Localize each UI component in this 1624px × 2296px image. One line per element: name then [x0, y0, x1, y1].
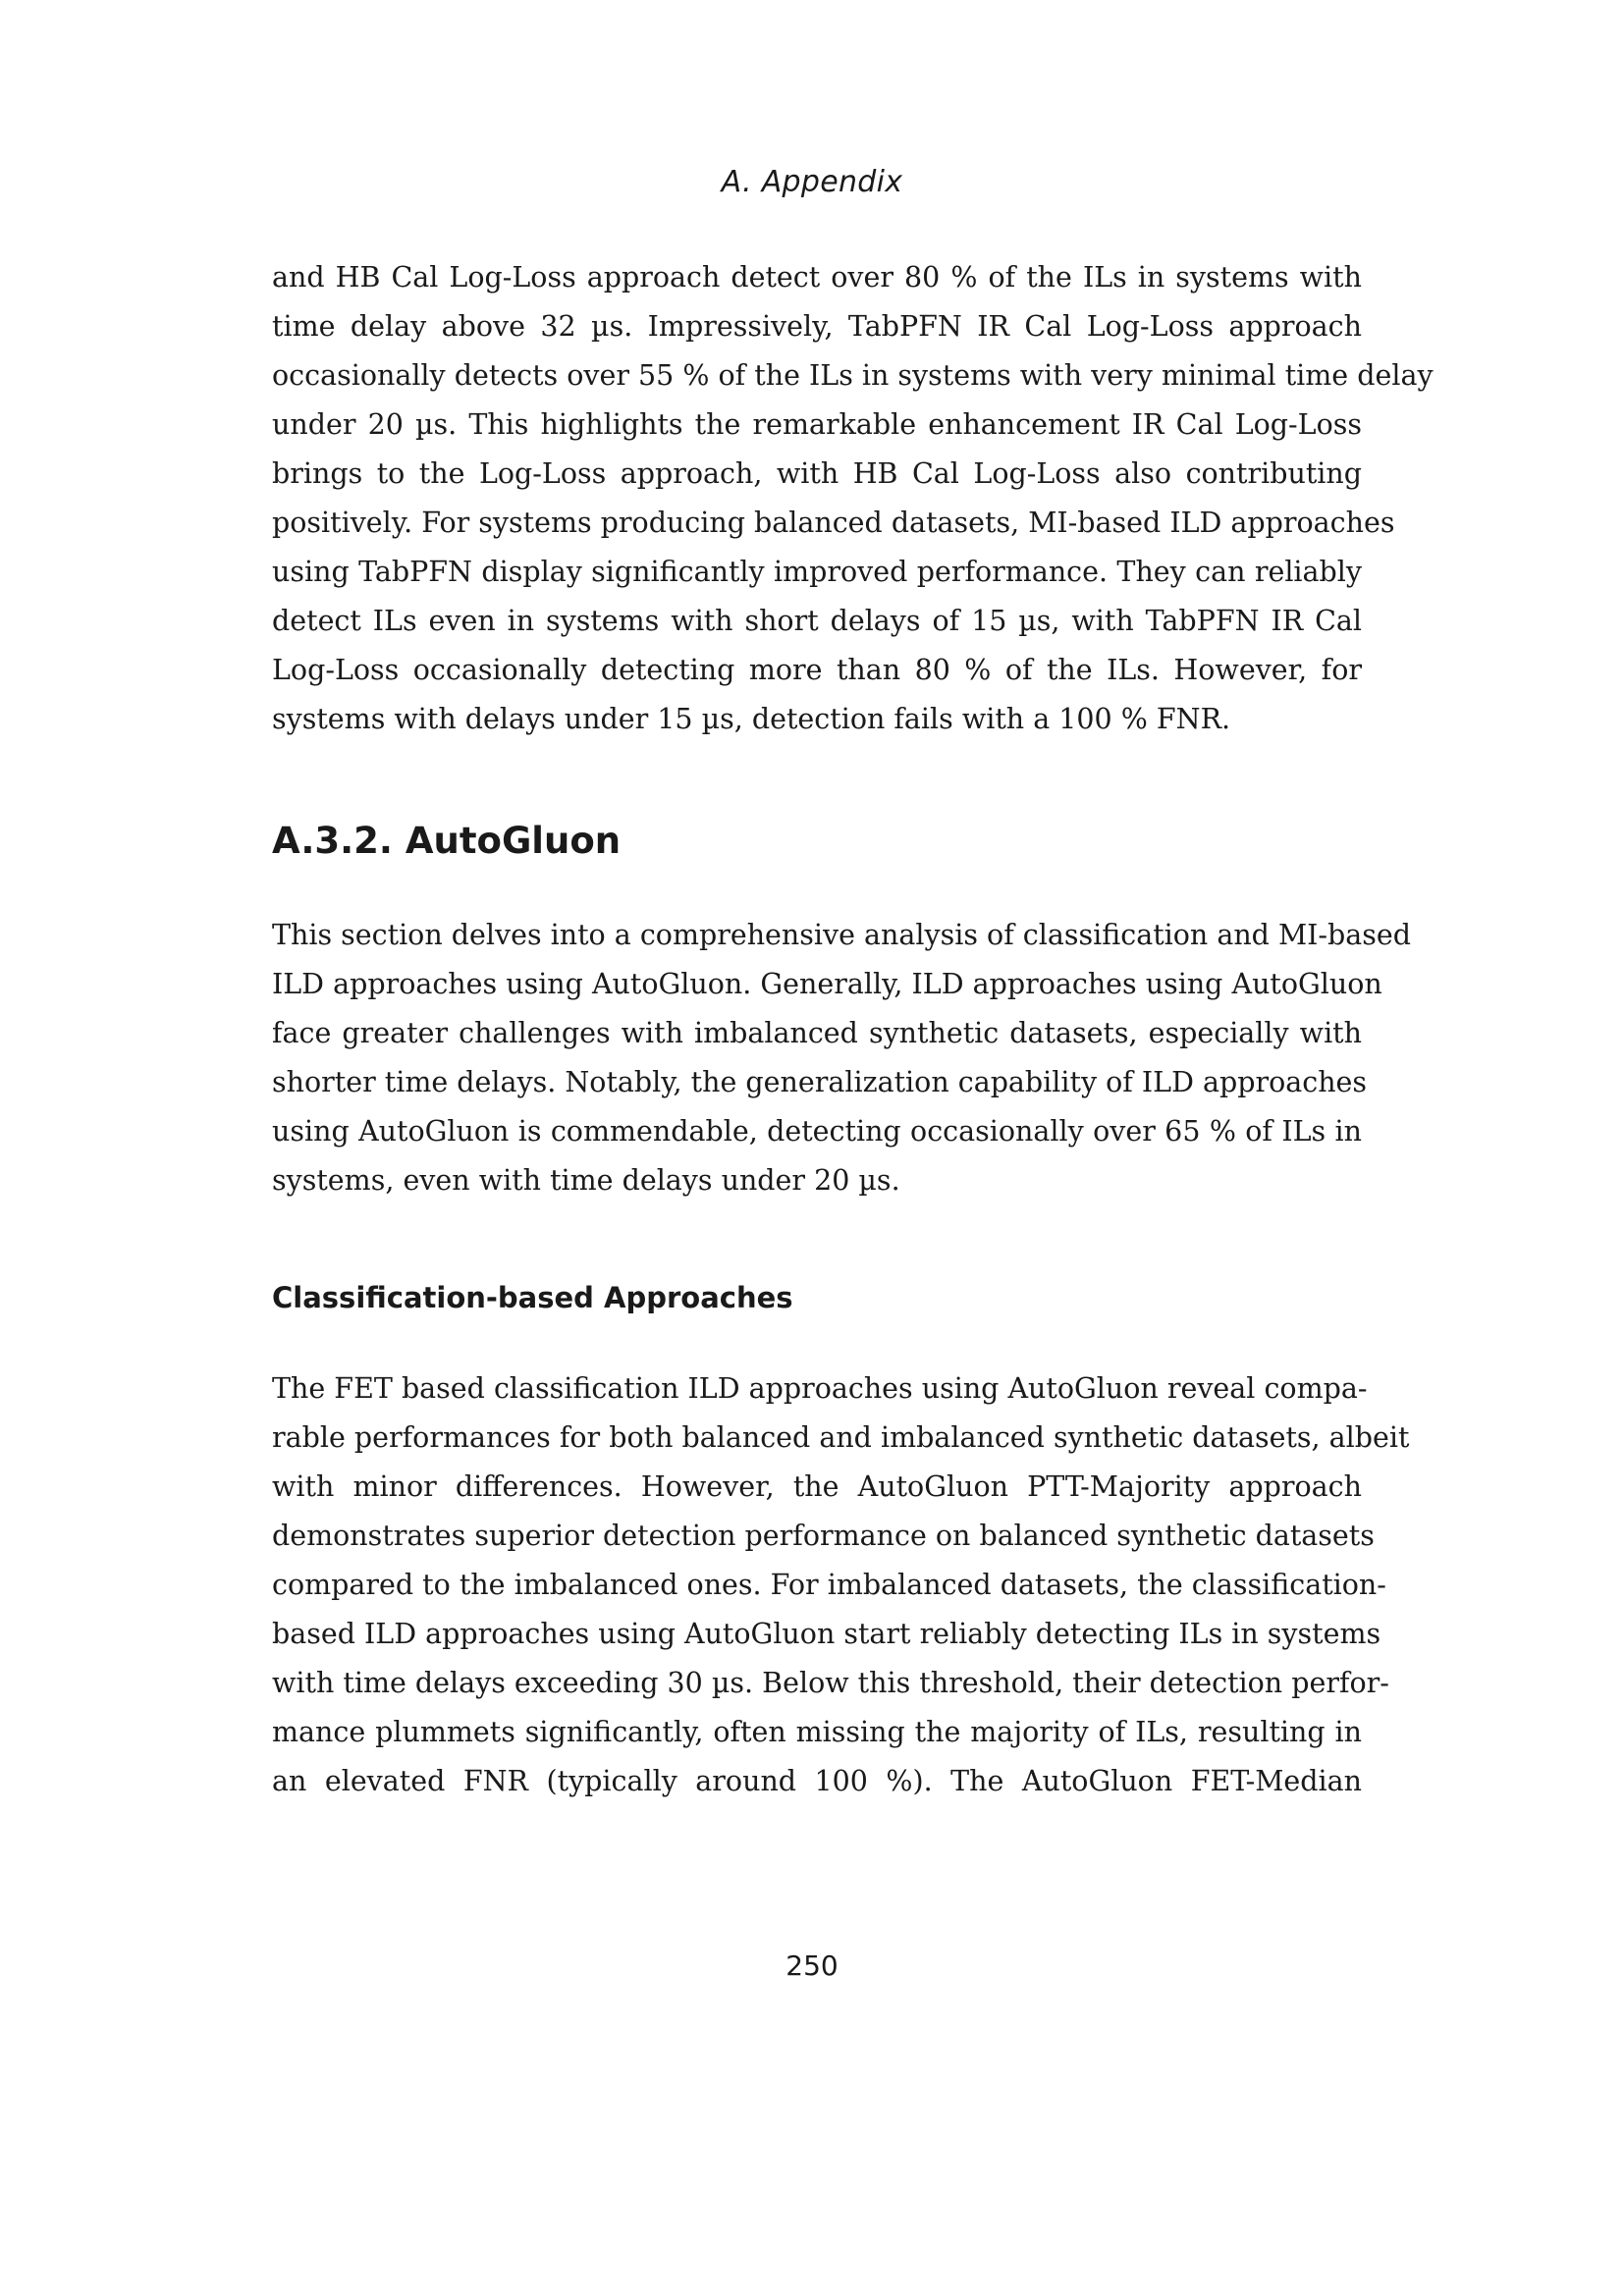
text-line: occasionally detects over 55 % of the ILs in systems with very minimal time delay	[272, 359, 1434, 392]
text-line: compared to the imbalanced ones. For imbalanced datasets, the classification-	[272, 1569, 1386, 1601]
text-line: face greater challenges with imbalanced synthetic datasets, especially with	[272, 1017, 1362, 1049]
running-head: A. Appendix	[721, 165, 903, 199]
text-line: shorter time delays. Notably, the generalization capability of ILD approaches	[272, 1066, 1368, 1098]
text-line: using AutoGluon is commendable, detecting occasionally over 65 % of ILs in	[272, 1115, 1362, 1148]
text-line: based ILD approaches using AutoGluon start reliably detecting ILs in systems	[272, 1618, 1381, 1650]
text-line: and HB Cal Log-Loss approach detect over 80 % of the ILs in systems with	[272, 261, 1362, 294]
text-line: demonstrates superior detection performance on balanced synthetic datasets	[272, 1520, 1375, 1552]
section-heading: A.3.2. AutoGluon	[272, 820, 622, 862]
text-line: with time delays exceeding 30 µs. Below this threshold, their detection perfor-	[272, 1667, 1389, 1699]
text-line: The FET based classification ILD approaches using AutoGluon reveal compa-	[272, 1372, 1368, 1405]
text-line: brings to the Log-Loss approach, with HB Cal Log-Loss also contributing	[272, 457, 1362, 490]
paragraph-1	[272, 253, 1434, 744]
text-line: systems, even with time delays under 20 µs.	[272, 1164, 900, 1197]
paragraph-3	[272, 1364, 1410, 1806]
text-line: under 20 µs. This highlights the remarkable enhancement IR Cal Log-Loss	[272, 408, 1362, 441]
text-line: detect ILs even in systems with short delays of 15 µs, with TabPFN IR Cal	[272, 605, 1362, 637]
text-line: time delay above 32 µs. Impressively, TabPFN IR Cal Log-Loss approach	[272, 310, 1362, 343]
text-line: ILD approaches using AutoGluon. Generally, ILD approaches using AutoGluon	[272, 968, 1382, 1000]
page-number: 250	[785, 1949, 839, 1982]
text-line: This section delves into a comprehensive analysis of classification and MI-based	[272, 919, 1412, 951]
paragraph-2	[272, 911, 1412, 1205]
text-line: mance plummets significantly, often missing the majority of ILs, resulting in	[272, 1716, 1362, 1748]
subsection-heading: Classification-based Approaches	[272, 1281, 793, 1314]
text-line: Log-Loss occasionally detecting more than 80 % of the ILs. However, for	[272, 654, 1362, 686]
text-line: rable performances for both balanced and imbalanced synthetic datasets, albeit	[272, 1421, 1410, 1454]
text-line: using TabPFN display significantly improved performance. They can reliably	[272, 556, 1362, 588]
text-line: with minor differences. However, the AutoGluon PTT-Majority approach	[272, 1470, 1362, 1503]
text-line: positively. For systems producing balanced datasets, MI-based ILD approaches	[272, 507, 1395, 539]
text-line: systems with delays under 15 µs, detection fails with a 100 % FNR.	[272, 703, 1231, 735]
text-line: an elevated FNR (typically around 100 %). The AutoGluon FET-Median	[272, 1765, 1362, 1797]
